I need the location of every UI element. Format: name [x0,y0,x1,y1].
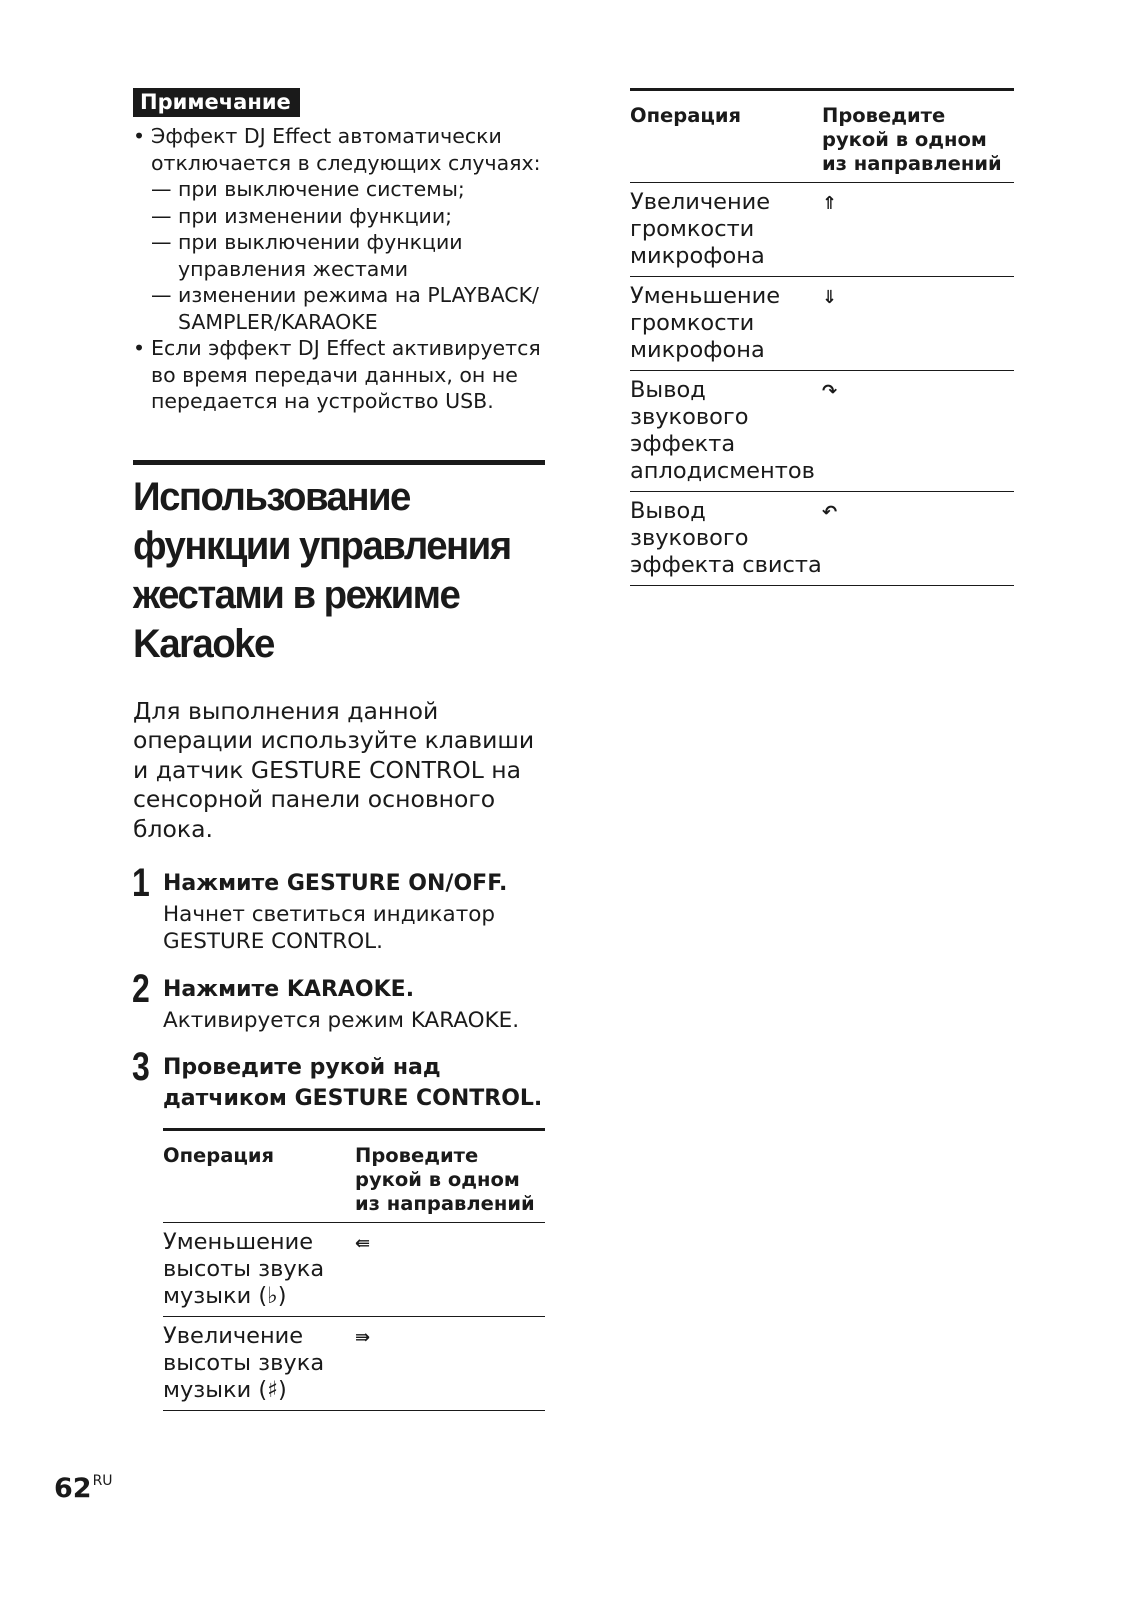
operation-line: аплодисментов [630,458,815,484]
table-row [163,1317,545,1411]
intro-line: сенсорной панели основного [133,785,496,813]
step-heading-line: датчиком GESTURE CONTROL. [163,1086,543,1111]
step-heading [163,1052,545,1114]
operation-line: Уменьшение [630,283,781,309]
note-dash-item [133,176,545,203]
step-body-line: Начнет светиться индикатор [163,901,496,927]
header-gesture-line: рукой в одном [822,128,987,151]
intro-line: Для выполнения данной [133,696,439,725]
gesture-cell [355,1223,545,1317]
operation-line: Увеличение [630,189,771,215]
page-number [54,1466,113,1504]
counterclockwise-arc-icon: ↶ [822,502,838,523]
step-body-line: Активируется режим KARAOKE. [163,1007,520,1033]
note-block [133,88,545,415]
intro-line: операции используйте клавиши [133,726,535,754]
note-text: изменении режима на PLAYBACK/ [178,283,539,307]
table-row [630,183,1014,277]
header-gesture [822,90,1014,183]
note-bullet [133,335,545,415]
operation-line: Уменьшение [163,1229,314,1255]
step-number: 3 [132,1045,150,1089]
operation-cell [630,277,822,371]
operation-line: эффекта [630,431,736,457]
header-gesture-line: из направлений [355,1192,535,1215]
intro-paragraph [133,697,545,845]
header-operation: Операция [630,90,822,183]
table-row [630,277,1014,371]
operation-line: эффекта свиста [630,552,822,578]
operation-line: Увеличение [163,1323,304,1349]
operation-line: музыки (♭) [163,1283,287,1309]
pitch-gesture-table [163,1128,545,1411]
arrow-left-icon: ⇚ [355,1233,371,1254]
header-gesture-line: Проведите [355,1144,479,1167]
arrow-down-icon: ⇓ [822,287,838,308]
note-dash-item [133,282,545,335]
step-number: 2 [132,966,150,1011]
operation-cell [630,492,822,586]
right-column [630,88,1014,586]
intro-line: блока. [133,814,213,843]
step-2 [132,966,545,1035]
step-heading: Нажмите KARAOKE. [163,976,415,1002]
operation-cell [163,1223,355,1317]
clockwise-arc-icon: ↷ [822,381,838,402]
step-heading-line: Проведите рукой над [163,1055,441,1080]
page-number-value: 62 [54,1473,92,1504]
note-bullet [133,123,545,176]
operation-line: высоты звука [163,1256,325,1282]
section-title-rule [133,460,545,465]
operation-line: музыки (♯) [163,1377,287,1403]
operation-line: микрофона [630,243,765,269]
table-header-row [163,1130,545,1223]
step-heading: Нажмите GESTURE ON/OFF. [163,870,508,896]
table-row [163,1223,545,1317]
operation-line: Вывод звукового [630,498,749,551]
operation-line: высоты звука [163,1350,325,1376]
gesture-cell [822,492,1014,586]
header-gesture-line: из направлений [822,152,1002,175]
operation-cell [630,183,822,277]
operation-cell [630,371,822,492]
gesture-cell [822,183,1014,277]
mic-gesture-table [630,88,1014,586]
operation-line: микрофона [630,337,765,363]
section-title-line: Использование [133,474,410,519]
gesture-cell [822,277,1014,371]
note-tag: Примечание [133,88,300,117]
note-text: при выключение системы; [178,177,465,201]
header-gesture [355,1130,545,1223]
step-body [163,901,545,956]
intro-line: и датчик GESTURE CONTROL на [133,755,522,784]
step-1 [132,860,545,956]
note-dash-item [133,203,545,230]
note-text: управления жестами [178,256,409,281]
operation-line: Вывод звукового [630,377,749,430]
arrow-right-icon: ⇛ [355,1327,371,1348]
section-title-line: функции управления [133,523,511,568]
header-gesture-line: Проведите [822,104,946,127]
table-row [630,492,1014,586]
section-title-line: жестами в режиме [133,572,460,617]
note-text: при выключении функции [178,230,463,254]
gesture-cell [822,371,1014,492]
section-title-line: Karaoke [133,621,274,666]
step-body-line: GESTURE CONTROL. [163,929,383,954]
note-text: SAMPLER/KARAOKE [178,309,378,334]
header-operation: Операция [163,1130,355,1223]
section-title [133,473,529,669]
note-text: Если эффект DJ Effect активируется [151,336,541,360]
step-body [163,1007,545,1035]
note-text: во время передачи данных, он не [151,362,518,387]
operation-line: громкости [630,216,755,242]
note-list [133,123,545,415]
header-gesture-line: рукой в одном [355,1168,520,1191]
note-dash-item [133,229,545,282]
note-text: передается на устройство USB. [151,389,494,413]
left-column [133,88,545,1411]
step-number: 1 [132,860,150,905]
table-header-row [630,90,1014,183]
step-3 [132,1045,545,1411]
note-text: отключается в следующих случаях: [151,150,541,175]
gesture-cell [355,1317,545,1411]
note-text: Эффект DJ Effect автоматически [151,124,502,148]
note-text: при изменении функции; [178,203,453,228]
arrow-up-icon: ⇑ [822,193,838,214]
operation-line: громкости [630,310,755,336]
operation-cell [163,1317,355,1411]
page-number-suffix: RU [92,1473,113,1489]
table-row [630,371,1014,492]
